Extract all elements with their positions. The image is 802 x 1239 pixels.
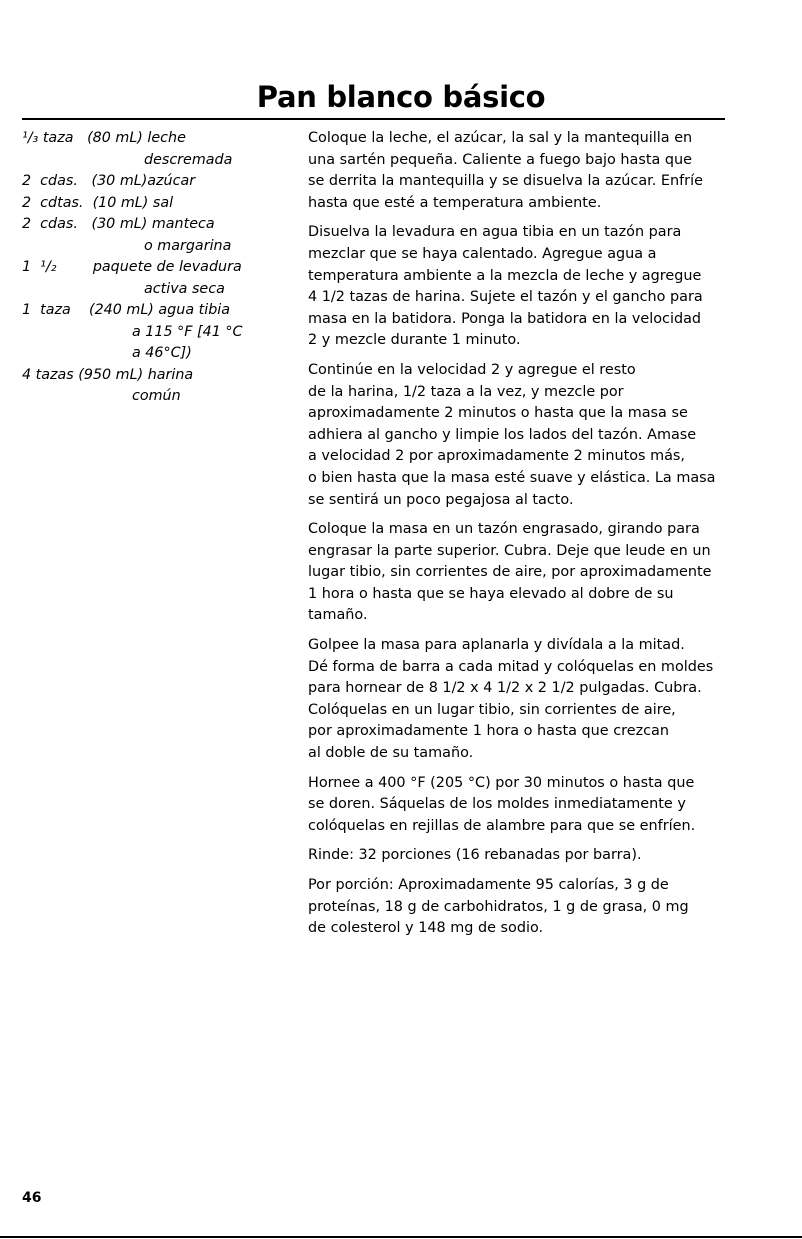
ingredient-item: [22, 128, 292, 171]
text-line: hasta que esté a temperatura ambiente.: [308, 194, 602, 211]
text-line: Por porción: Aproximadamente 95 calorías, 3 g de: [308, 877, 669, 893]
text-line: a velocidad 2 por aproximadamente 2 minutos más,: [308, 448, 685, 465]
ingredient-line: o margarina: [144, 237, 232, 254]
text-line: Rinde: 32 porciones (16 rebanadas por barra).: [308, 847, 642, 864]
text-line: 1 hora o hasta que se haya elevado al dobre de su: [308, 585, 674, 602]
text-line: Disuelva la levadura en agua tibia en un tazón para: [308, 224, 682, 241]
ingredient-line: 2 cdas. (30 mL) manteca: [22, 216, 215, 232]
text-line: temperatura ambiente a la mezcla de leche y agregue: [308, 267, 702, 284]
ingredient-line: activa seca: [144, 280, 225, 297]
text-line: de la harina, 1/2 taza a la vez, y mezcle por: [308, 383, 624, 400]
text-line: masa en la batidora. Ponga la batidora en la velocidad: [308, 310, 702, 327]
page-number: 46: [22, 1190, 42, 1206]
text-line: Golpee la masa para aplanarla y divídala a la mitad.: [308, 637, 685, 654]
yield-paragraph: [308, 845, 733, 867]
text-line: adhiera al gancho y limpie los lados del tazón. Amase: [308, 426, 697, 443]
text-line: se sentirá un poco pegajosa al tacto.: [308, 491, 574, 508]
text-line: una sartén pequeña. Caliente a fuego bajo hasta que: [308, 151, 693, 168]
text-line: de colesterol y 148 mg de sodio.: [308, 920, 544, 937]
ingredient-item: [22, 257, 292, 300]
text-line: Hornee a 400 °F (205 °C) por 30 minutos o hasta que: [308, 774, 695, 791]
text-line: Coloque la masa en un tazón engrasado, girando para: [308, 521, 700, 538]
ingredient-line: 4 tazas (950 mL) harina: [22, 366, 194, 383]
text-line: tamaño.: [308, 607, 368, 624]
ingredient-line: 2 cdas. (30 mL)azúcar: [22, 173, 196, 189]
ingredient-line: 2 cdtas. (10 mL) sal: [22, 194, 174, 211]
text-line: aproximadamente 2 minutos o hasta que la masa se: [308, 405, 688, 422]
text-line: al doble de su tamaño.: [308, 745, 474, 762]
ingredient-line: 1 ¹/₂ paquete de levadura: [22, 259, 242, 275]
text-line: colóquelas en rejillas de alambre para que se enfríen.: [308, 817, 696, 834]
text-line: engrasar la parte superior. Cubra. Deje que leude en un: [308, 542, 711, 559]
text-line: se doren. Sáquelas de los moldes inmediatamente y: [308, 796, 686, 813]
instructions: [308, 128, 733, 948]
text-line: Continúe en la velocidad 2 y agregue el resto: [308, 361, 636, 378]
text-line: 2 y mezcle durante 1 minuto.: [308, 332, 521, 349]
text-line: 4 1/2 tazas de harina. Sujete el tazón y el gancho para: [308, 289, 703, 306]
text-line: para hornear de 8 1/2 x 4 1/2 x 2 1/2 pulgadas. Cubra.: [308, 680, 702, 697]
text-line: proteínas, 18 g de carbohidratos, 1 g de grasa, 0 mg: [308, 898, 689, 915]
ingredient-item: [22, 365, 292, 408]
ingredient-line: a 46°C]): [132, 345, 192, 361]
text-line: se derrita la mantequilla y se disuelva la azúcar. Enfríe: [308, 173, 703, 190]
page-bottom-rule: [0, 1236, 802, 1238]
text-line: por aproximadamente 1 hora o hasta que crezcan: [308, 723, 669, 740]
ingredient-line: descremada: [144, 151, 233, 168]
text-line: Dé forma de barra a cada mitad y colóquelas en moldes: [308, 658, 714, 675]
ingredient-list: [22, 128, 292, 408]
ingredient-item: [22, 214, 292, 257]
ingredient-item: [22, 171, 292, 193]
nutrition-paragraph: [308, 875, 733, 940]
text-line: o bien hasta que la masa esté suave y elástica. La masa: [308, 469, 716, 486]
page-title: Pan blanco básico: [256, 80, 546, 114]
instruction-paragraph: [308, 128, 733, 214]
title-rule: [22, 118, 725, 120]
instruction-paragraph: [308, 519, 733, 627]
ingredient-line: común: [132, 388, 181, 404]
instruction-paragraph: [308, 222, 733, 352]
ingredient-item: [22, 300, 292, 365]
instruction-paragraph: [308, 635, 733, 765]
text-line: Colóquelas en un lugar tibio, sin corrientes de aire,: [308, 701, 676, 718]
text-line: lugar tibio, sin corrientes de aire, por aproximadamente: [308, 564, 712, 581]
text-line: mezclar que se haya calentado. Agregue agua a: [308, 245, 657, 262]
ingredient-item: [22, 193, 292, 215]
ingredient-line: a 115 °F [41 °C: [132, 323, 243, 340]
instruction-paragraph: [308, 773, 733, 838]
ingredient-line: 1 taza (240 mL) agua tibia: [22, 302, 231, 318]
text-line: Coloque la leche, el azúcar, la sal y la mantequilla en: [308, 130, 693, 146]
ingredient-line: ¹/₃ taza (80 mL) leche: [22, 130, 186, 146]
instruction-paragraph: [308, 360, 733, 511]
